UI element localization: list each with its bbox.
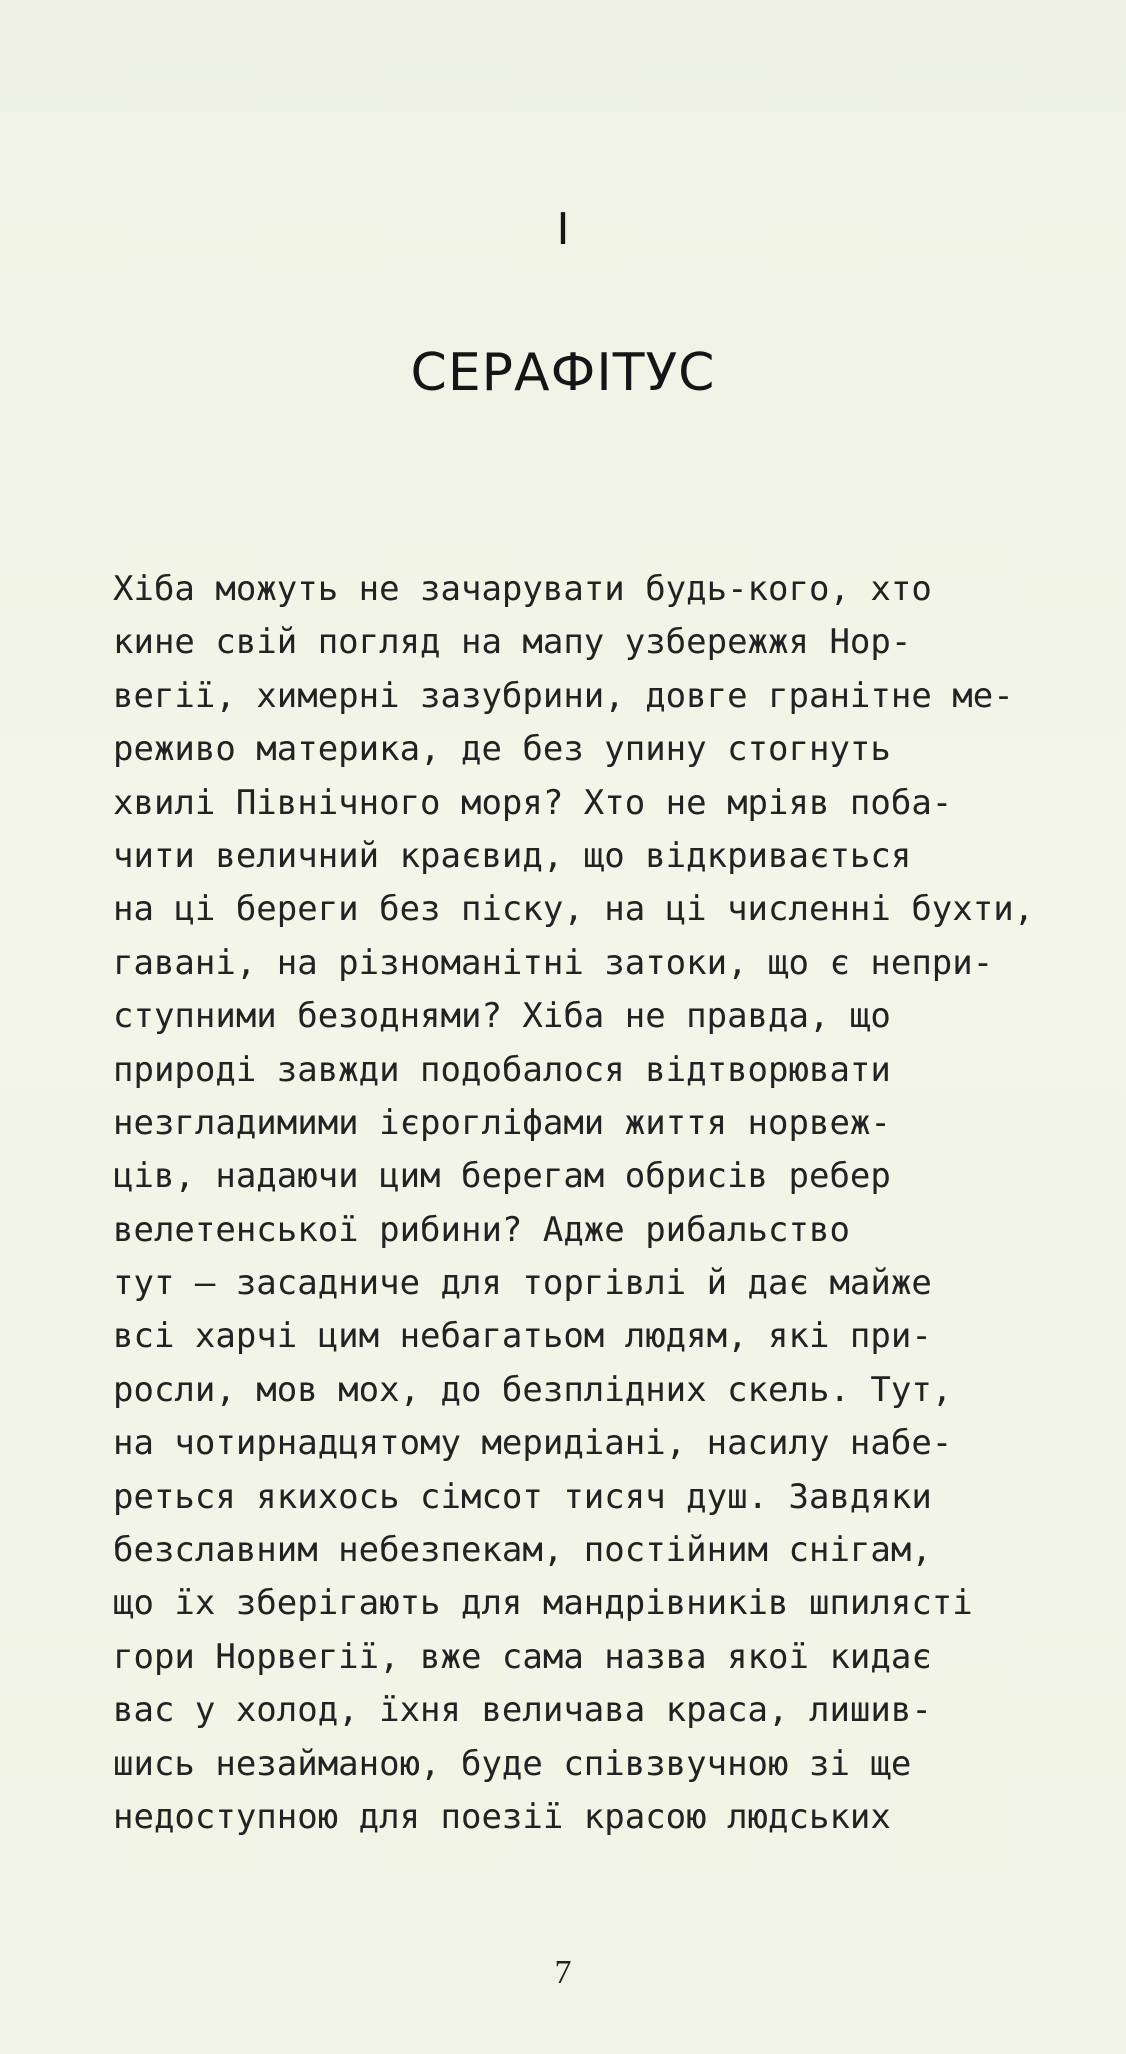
text-line: ців, надаючи цим берегам обрисів ребер xyxy=(113,1156,891,1197)
text-line: чити величний краєвид, що відкривається xyxy=(113,835,912,876)
text-line: велетенської рибини? Адже рибальство xyxy=(113,1209,850,1250)
text-line: ступними безоднями? Хіба не правда, що xyxy=(113,996,891,1037)
text-line: що їх зберігають для мандрівників шпилясті xyxy=(113,1583,973,1624)
text-line: хвилі Північного моря? Хто не мріяв поба- xyxy=(113,782,953,823)
chapter-number: I xyxy=(556,204,570,255)
text-line: росли, мов мох, до безплідних скель. Тут, xyxy=(113,1369,953,1410)
text-line: незгладимими ієрогліфами життя норвеж- xyxy=(113,1102,891,1143)
text-line: безславним небезпекам, постійним снігам, xyxy=(113,1530,932,1571)
text-line: шись незайманою, буде співзвучною зі ще xyxy=(113,1743,912,1784)
text-line: на чотирнадцятому меридіані, насилу набе- xyxy=(113,1423,953,1464)
text-line: всі харчі цим небагатьом людям, які при- xyxy=(113,1316,932,1357)
text-line: реться якихось сімсот тисяч душ. Завдяки xyxy=(113,1476,932,1517)
text-line: тут — засадниче для торгівлі й дає майже xyxy=(113,1263,932,1304)
text-line: гори Норвегії, вже сама назва якої кидає xyxy=(113,1636,932,1677)
chapter-title: СЕРАФІТУС xyxy=(410,343,716,403)
text-line: природі завжди подобалося відтворювати xyxy=(113,1049,891,1090)
text-line: недоступною для поезії красою людських xyxy=(113,1796,891,1837)
text-line: Хіба можуть не зачарувати будь-кого, хто xyxy=(113,569,932,609)
text-line: кине свій погляд на мапу узбережжя Нор- xyxy=(113,622,912,663)
text-line: вегії, химерні зазубрини, довге гранітне ме- xyxy=(113,675,1014,716)
text-line: реживо материка, де без упину стогнуть xyxy=(113,729,891,770)
text-line: гавані, на різноманітні затоки, що є непри- xyxy=(113,942,994,983)
text-line: на ці береги без піску, на ці численні бухти, xyxy=(113,889,1035,930)
text-line: вас у холод, їхня величава краса, лишив- xyxy=(113,1690,932,1731)
body-paragraph xyxy=(113,563,1035,1844)
page-number: 7 xyxy=(554,1954,572,1991)
